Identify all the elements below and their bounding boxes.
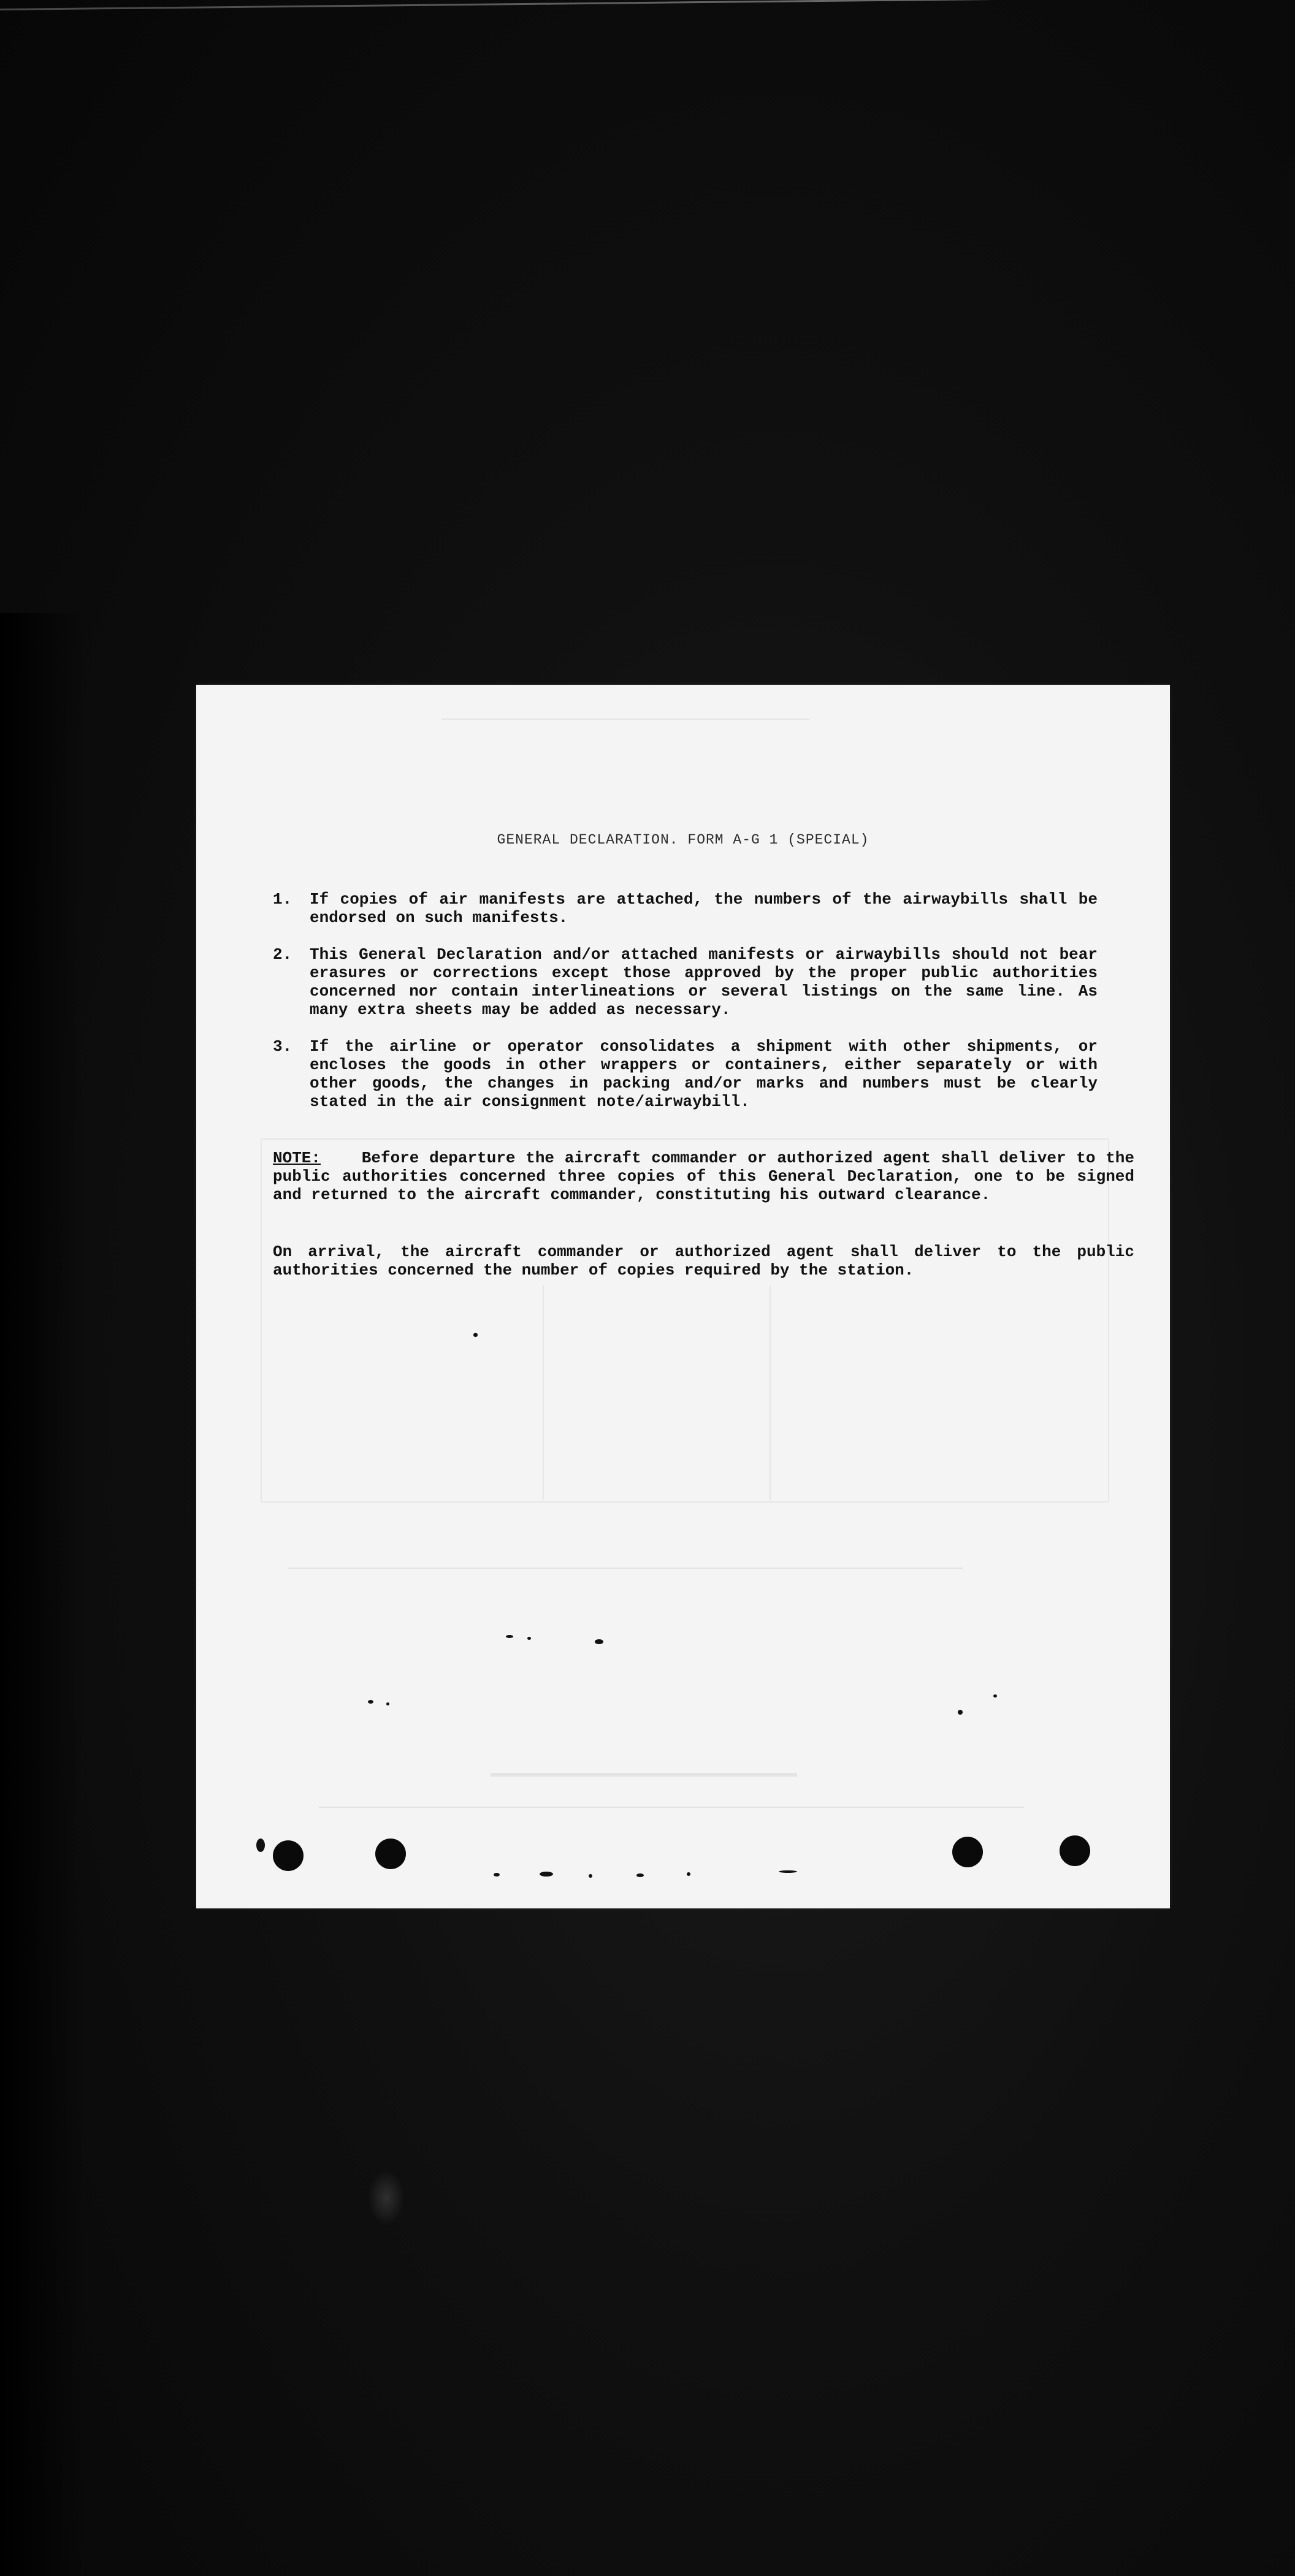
document-page [196,685,1170,1908]
item-number: 3. [273,1037,292,1056]
scan-speck [993,1694,997,1698]
item-number: 1. [273,890,292,909]
scan-speck [589,1874,592,1878]
scan-speck [386,1702,389,1705]
item-text: This General Declaration and/or attached manifests or airwaybills should not bear erasures or corrections except those approved by the proper public authorities concerned nor contain interlineations or several listings on the same line. As many extra sheets may be added as necessary. [310,945,1098,1019]
scan-speck [779,1870,797,1873]
scan-left-shadow [0,613,86,2576]
bleed-through-line [319,1807,1024,1808]
arrival-paragraph: On arrival, the aircraft commander or authorized agent shall deliver to the public authorities concerned the number of copies required by the station. [273,1243,1134,1279]
bleed-through-line [770,1286,771,1500]
item-text: If copies of air manifests are attached, the numbers of the airwaybills shall be endorsed on such manifests. [310,890,1098,927]
punch-hole [273,1840,304,1871]
bleed-through-line [441,718,809,720]
bleed-through-line [288,1568,963,1569]
note-label: NOTE: [273,1149,321,1167]
scan-speck [636,1873,644,1877]
punch-hole [952,1837,983,1867]
note-paragraph [273,1149,1134,1204]
scan-speck [687,1872,690,1876]
punch-hole [375,1839,406,1869]
scan-speck [540,1872,553,1877]
item-number: 2. [273,945,292,964]
scan-speck [368,1700,373,1704]
scan-smudge [368,2170,405,2225]
scan-speck [494,1873,500,1877]
form-title: GENERAL DECLARATION. FORM A-G 1 (SPECIAL) [497,832,869,848]
item-text: If the airline or operator consolidates a shipment with other shipments, or encloses the goods in other wrappers or containers, either separately or with other goods, the changes in packing and/or marks and numbers must be clearly stated in the air consignment note/airwaybill. [310,1037,1098,1111]
scan-speck [256,1839,265,1852]
scan-speck [506,1635,513,1638]
scan-speck [527,1637,531,1640]
instruction-item-3 [273,1037,1098,1111]
punch-hole [1060,1835,1090,1866]
scan-speck [958,1710,963,1715]
instruction-item-1 [273,890,1098,927]
bleed-through-line [491,1773,797,1777]
scan-speck [595,1639,603,1644]
scan-speck [473,1333,478,1337]
note-text: Before departure the aircraft commander or authorized agent shall deliver to the public authorities concerned three copies of this General Declaration, one to be signed and returned to the aircraft commander, constituting his outward clearance. [273,1149,1134,1204]
bleed-through-line [543,1286,544,1500]
instruction-item-2 [273,945,1098,1019]
